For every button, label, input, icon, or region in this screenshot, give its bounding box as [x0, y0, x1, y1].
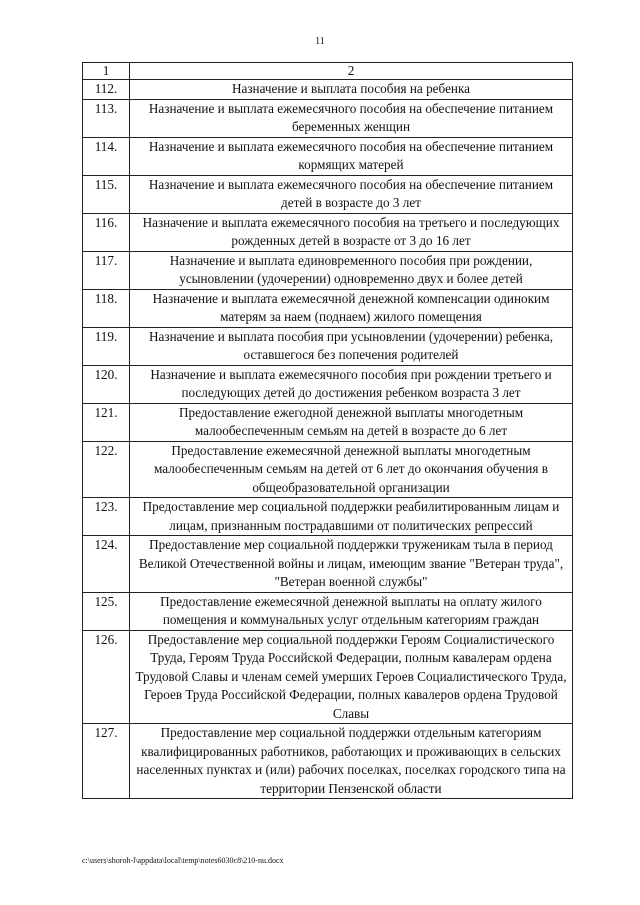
row-number: 125.: [83, 592, 130, 630]
page-number: 11: [315, 36, 325, 47]
row-service-name: Предоставление мер социальной поддержки отдельным категориям квалифицированных работников, работающих и проживающих в сельских населенных пунктах и (или) рабочих поселках, поселках городского типа на территории Пензенской области: [130, 724, 573, 799]
table-row: [83, 365, 573, 403]
row-service-name: Назначение и выплата ежемесячной денежной компенсации одиноким матерям за наем (поднаем) жилого помещения: [130, 289, 573, 327]
row-service-name: Назначение и выплата единовременного пособия при рождении, усыновлении (удочерении) одновременно двух и более детей: [130, 251, 573, 289]
row-service-name: Назначение и выплата пособия на ребенка: [130, 80, 573, 100]
row-number: 121.: [83, 403, 130, 441]
table-row: [83, 327, 573, 365]
row-number: 126.: [83, 630, 130, 724]
table-row: [83, 175, 573, 213]
row-service-name: Предоставление мер социальной поддержки труженикам тыла в период Великой Отечественной войны и лицам, имеющим звание "Ветеран труда", "Ветеран военной службы": [130, 536, 573, 593]
table-row: [83, 99, 573, 137]
row-service-name: Предоставление мер социальной поддержки реабилитированным лицам и лицам, признанным пострадавшими от политических репрессий: [130, 498, 573, 536]
table-row: [83, 724, 573, 799]
row-service-name: Предоставление ежегодной денежной выплаты многодетным малообеспеченным семьям на детей в возрасте до 6 лет: [130, 403, 573, 441]
row-service-name: Предоставление ежемесячной денежной выплаты на оплату жилого помещения и коммунальных услуг отдельным категориям граждан: [130, 592, 573, 630]
table-row: [83, 403, 573, 441]
row-number: 115.: [83, 175, 130, 213]
row-number: 116.: [83, 213, 130, 251]
table-row: [83, 630, 573, 724]
table-row: [83, 441, 573, 498]
row-number: 117.: [83, 251, 130, 289]
row-service-name: Предоставление мер социальной поддержки Героям Социалистического Труда, Героям Труда Российской Федерации, полным кавалерам ордена Трудовой Славы и членам семей умерших Героев Социалистического Труда, Героев Труда Российской Федерации, полных кавалеров ордена Трудовой Славы: [130, 630, 573, 724]
row-service-name: Назначение и выплата ежемесячного пособия на обеспечение питанием кормящих матерей: [130, 137, 573, 175]
row-service-name: Назначение и выплата ежемесячного пособия на обеспечение питанием детей в возрасте до 3 лет: [130, 175, 573, 213]
table-row: [83, 592, 573, 630]
row-number: 114.: [83, 137, 130, 175]
table-row: [83, 80, 573, 100]
header-col-number: 1: [83, 63, 130, 80]
row-number: 124.: [83, 536, 130, 593]
table-row: [83, 213, 573, 251]
row-service-name: Назначение и выплата ежемесячного пособия на обеспечение питанием беременных женщин: [130, 99, 573, 137]
row-number: 113.: [83, 99, 130, 137]
table-row: [83, 536, 573, 593]
row-number: 118.: [83, 289, 130, 327]
row-service-name: Назначение и выплата ежемесячного пособия на третьего и последующих рожденных детей в возрасте от 3 до 16 лет: [130, 213, 573, 251]
table-row: [83, 137, 573, 175]
row-service-name: Предоставление ежемесячной денежной выплаты многодетным малообеспеченным семьям на детей от 6 лет до окончания обучения в общеобразовательной организации: [130, 441, 573, 498]
row-service-name: Назначение и выплата ежемесячного пособия при рождении третьего и последующих детей до достижения ребенком возраста 3 лет: [130, 365, 573, 403]
row-number: 112.: [83, 80, 130, 100]
table-header-row: [83, 63, 573, 80]
row-number: 123.: [83, 498, 130, 536]
table-row: [83, 498, 573, 536]
row-number: 119.: [83, 327, 130, 365]
row-service-name: Назначение и выплата пособия при усыновлении (удочерении) ребенка, оставшегося без попечения родителей: [130, 327, 573, 365]
header-col-name: 2: [130, 63, 573, 80]
row-number: 122.: [83, 441, 130, 498]
file-path-footer: c:\users\shoroh-l\appdata\local\temp\notes6030c8\210-nu.docx: [82, 856, 284, 865]
table-row: [83, 289, 573, 327]
table-row: [83, 251, 573, 289]
row-number: 127.: [83, 724, 130, 799]
row-number: 120.: [83, 365, 130, 403]
services-table: [82, 62, 573, 799]
